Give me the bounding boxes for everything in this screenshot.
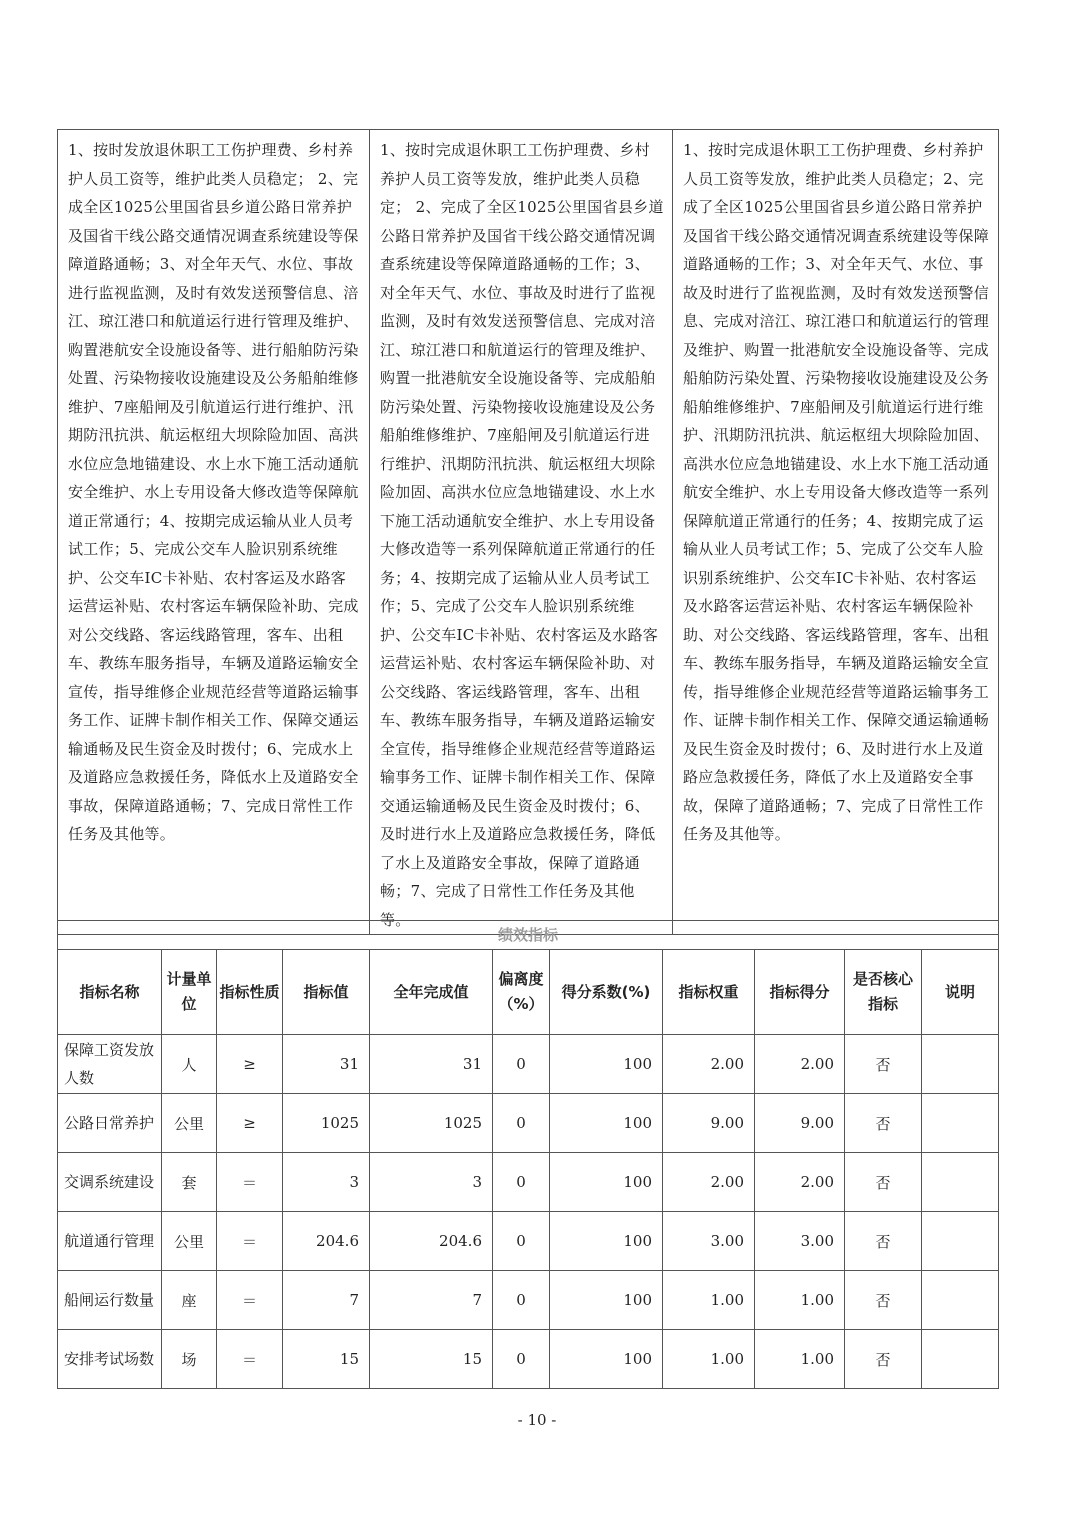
- cell-score: 9.00: [755, 1094, 845, 1153]
- cell-core-indicator: 否: [845, 1094, 922, 1153]
- table-row: [58, 1153, 999, 1212]
- header-notes: 说明: [922, 950, 999, 1035]
- header-deviation: 偏离度（%）: [493, 950, 550, 1035]
- table-row: [58, 1212, 999, 1271]
- header-indicator-name: 指标名称: [58, 950, 162, 1035]
- goals-table: [57, 129, 999, 935]
- cell-indicator-name: 公路日常养护: [58, 1094, 162, 1153]
- cell-deviation: 0: [493, 1330, 550, 1389]
- cell-target-value: 3: [283, 1153, 370, 1212]
- table-row: [58, 1330, 999, 1389]
- cell-nature: ≥: [217, 1094, 283, 1153]
- cell-nature: ＝: [217, 1330, 283, 1389]
- cell-unit: 座: [162, 1271, 217, 1330]
- cell-notes: [922, 1153, 999, 1212]
- cell-annual-completion: 1025: [370, 1094, 493, 1153]
- performance-metrics-table: [57, 920, 999, 1389]
- cell-annual-completion: 3: [370, 1153, 493, 1212]
- cell-notes: [922, 1094, 999, 1153]
- goals-row: [58, 130, 999, 935]
- cell-score: 1.00: [755, 1330, 845, 1389]
- cell-score-coefficient: 100: [550, 1153, 663, 1212]
- table-row: [58, 1094, 999, 1153]
- cell-deviation: 0: [493, 1212, 550, 1271]
- cell-weight: 9.00: [663, 1094, 755, 1153]
- cell-notes: [922, 1035, 999, 1094]
- cell-target-value: 1025: [283, 1094, 370, 1153]
- section-title: 绩效指标: [58, 921, 999, 950]
- cell-annual-completion: 204.6: [370, 1212, 493, 1271]
- cell-score-coefficient: 100: [550, 1094, 663, 1153]
- cell-nature: ＝: [217, 1271, 283, 1330]
- result-text: 1、按时完成退休职工工伤护理费、乡村养护人员工资等发放，维护此类人员稳定；2、完成了全区1025公里国省县乡道公路日常养护及国省干线公路交通情况调查系统建设等保障道路通畅的工作；3、对全年天气、水位、事故及时进行了监视监测，及时有效发送预警信息、完成对涪江、琼江港口和航道运行的管理及维护、购置一批港航安全设施设备等、完成船舶防污染处置、污染物接收设施建设及公务船舶维修维护、7座船闸及引航道运行进行维护、汛期防汛抗洪、航运枢纽大坝除险加固、高洪水位应急地锚建设、水上水下施工活动通航安全维护、水上专用设备大修改造等一系列保障航道正常通行的任务；4、按期完成了运输从业人员考试工作；5、完成了公交车人脸识别系统维护、公交车IC卡补贴、农村客运及水路客运营运补贴、农村客运车辆保险补助、对公交线路、客运线路管理，客车、出租车、教练车服务指导，车辆及道路运输安全宣传，指导维修企业规范经营等道路运输事务工作、证牌卡制作相关工作、保障交通运输通畅及民生资金及时拨付；6、及时进行水上及道路应急救援任务，降低了水上及道路安全事故，保障了道路通畅；7、完成了日常性工作任务及其他等。: [673, 130, 999, 935]
- cell-unit: 公里: [162, 1212, 217, 1271]
- header-row: [58, 950, 999, 1035]
- header-score-coefficient: 得分系数(%): [550, 950, 663, 1035]
- cell-score-coefficient: 100: [550, 1271, 663, 1330]
- header-score: 指标得分: [755, 950, 845, 1035]
- header-weight: 指标权重: [663, 950, 755, 1035]
- cell-indicator-name: 航道通行管理: [58, 1212, 162, 1271]
- cell-nature: ＝: [217, 1212, 283, 1271]
- cell-score-coefficient: 100: [550, 1035, 663, 1094]
- cell-unit: 套: [162, 1153, 217, 1212]
- cell-core-indicator: 否: [845, 1153, 922, 1212]
- cell-target-value: 204.6: [283, 1212, 370, 1271]
- table-row: [58, 1035, 999, 1094]
- cell-target-value: 15: [283, 1330, 370, 1389]
- cell-annual-completion: 7: [370, 1271, 493, 1330]
- header-annual-completion: 全年完成值: [370, 950, 493, 1035]
- cell-target-value: 7: [283, 1271, 370, 1330]
- header-unit: 计量单位: [162, 950, 217, 1035]
- cell-score-coefficient: 100: [550, 1212, 663, 1271]
- cell-weight: 3.00: [663, 1212, 755, 1271]
- annual-goal-text: 1、按时发放退休职工工伤护理费、乡村养护人员工资等，维护此类人员稳定； 2、完成全区1025公里国省县乡道公路日常养护及国省干线公路交通情况调查系统建设等保障道路通畅；3、对全年天气、水位、事故进行监视监测，及时有效发送预警信息、涪江、琼江港口和航道运行进行管理及维护、购置港航安全设施设备等、进行船舶防污染处置、污染物接收设施建设及公务船舶维修维护、7座船闸及引航道运行进行维护、汛期防汛抗洪、航运枢纽大坝除险加固、高洪水位应急地锚建设、水上水下施工活动通航安全维护、水上专用设备大修改造等保障航道正常通行；4、按期完成运输从业人员考试工作；5、完成公交车人脸识别系统维护、公交车IC卡补贴、农村客运及水路客运营运补贴、农村客运车辆保险补助、完成对公交线路、客运线路管理，客车、出租车、教练车服务指导，车辆及道路运输安全宣传，指导维修企业规范经营等道路运输事务工作、证牌卡制作相关工作、保障交通运输通畅及民生资金及时拨付；6、完成水上及道路应急救援任务，降低水上及道路安全事故，保障道路通畅；7、完成日常性工作任务及其他等。: [58, 130, 370, 935]
- cell-score: 2.00: [755, 1035, 845, 1094]
- cell-weight: 1.00: [663, 1271, 755, 1330]
- cell-unit: 人: [162, 1035, 217, 1094]
- header-nature: 指标性质: [217, 950, 283, 1035]
- cell-nature: ＝: [217, 1153, 283, 1212]
- cell-core-indicator: 否: [845, 1330, 922, 1389]
- cell-indicator-name: 船闸运行数量: [58, 1271, 162, 1330]
- cell-score-coefficient: 100: [550, 1330, 663, 1389]
- cell-deviation: 0: [493, 1035, 550, 1094]
- cell-core-indicator: 否: [845, 1271, 922, 1330]
- cell-annual-completion: 15: [370, 1330, 493, 1389]
- cell-unit: 公里: [162, 1094, 217, 1153]
- cell-notes: [922, 1212, 999, 1271]
- page-number: - 10 -: [517, 1411, 557, 1429]
- cell-score: 1.00: [755, 1271, 845, 1330]
- cell-deviation: 0: [493, 1094, 550, 1153]
- cell-indicator-name: 保障工资发放人数: [58, 1035, 162, 1094]
- cell-core-indicator: 否: [845, 1035, 922, 1094]
- cell-core-indicator: 否: [845, 1212, 922, 1271]
- cell-deviation: 0: [493, 1153, 550, 1212]
- completion-text: 1、按时完成退休职工工伤护理费、乡村养护人员工资等发放，维护此类人员稳定； 2、完成了全区1025公里国省县乡道公路日常养护及国省干线公路交通情况调查系统建设等保障道路通畅的工作；3、对全年天气、水位、事故及时进行了监视监测，及时有效发送预警信息、完成对涪江、琼江港口和航道运行的管理及维护、购置一批港航安全设施设备等、完成船舶防污染处置、污染物接收设施建设及公务船舶维修维护、7座船闸及引航道运行进行维护、汛期防汛抗洪、航运枢纽大坝除险加固、高洪水位应急地锚建设、水上水下施工活动通航安全维护、水上专用设备大修改造等一系列保障航道正常通行的任务；4、按期完成了运输从业人员考试工作；5、完成了公交车人脸识别系统维护、公交车IC卡补贴、农村客运及水路客运营运补贴、农村客运车辆保险补助、对公交线路、客运线路管理，客车、出租车、教练车服务指导，车辆及道路运输安全宣传，指导维修企业规范经营等道路运输事务工作、证牌卡制作相关工作、保障交通运输通畅及民生资金及时拨付；6、及时进行水上及道路应急救援任务，降低了水上及道路安全事故，保障了道路通畅；7、完成了日常性工作任务及其他等。: [370, 130, 673, 935]
- cell-weight: 2.00: [663, 1153, 755, 1212]
- cell-indicator-name: 安排考试场数: [58, 1330, 162, 1389]
- cell-score: 2.00: [755, 1153, 845, 1212]
- cell-annual-completion: 31: [370, 1035, 493, 1094]
- table-row: [58, 1271, 999, 1330]
- cell-target-value: 31: [283, 1035, 370, 1094]
- cell-weight: 1.00: [663, 1330, 755, 1389]
- cell-notes: [922, 1271, 999, 1330]
- cell-weight: 2.00: [663, 1035, 755, 1094]
- cell-deviation: 0: [493, 1271, 550, 1330]
- cell-unit: 场: [162, 1330, 217, 1389]
- header-target-value: 指标值: [283, 950, 370, 1035]
- cell-score: 3.00: [755, 1212, 845, 1271]
- cell-notes: [922, 1330, 999, 1389]
- cell-indicator-name: 交调系统建设: [58, 1153, 162, 1212]
- header-core-indicator: 是否核心指标: [845, 950, 922, 1035]
- cell-nature: ≥: [217, 1035, 283, 1094]
